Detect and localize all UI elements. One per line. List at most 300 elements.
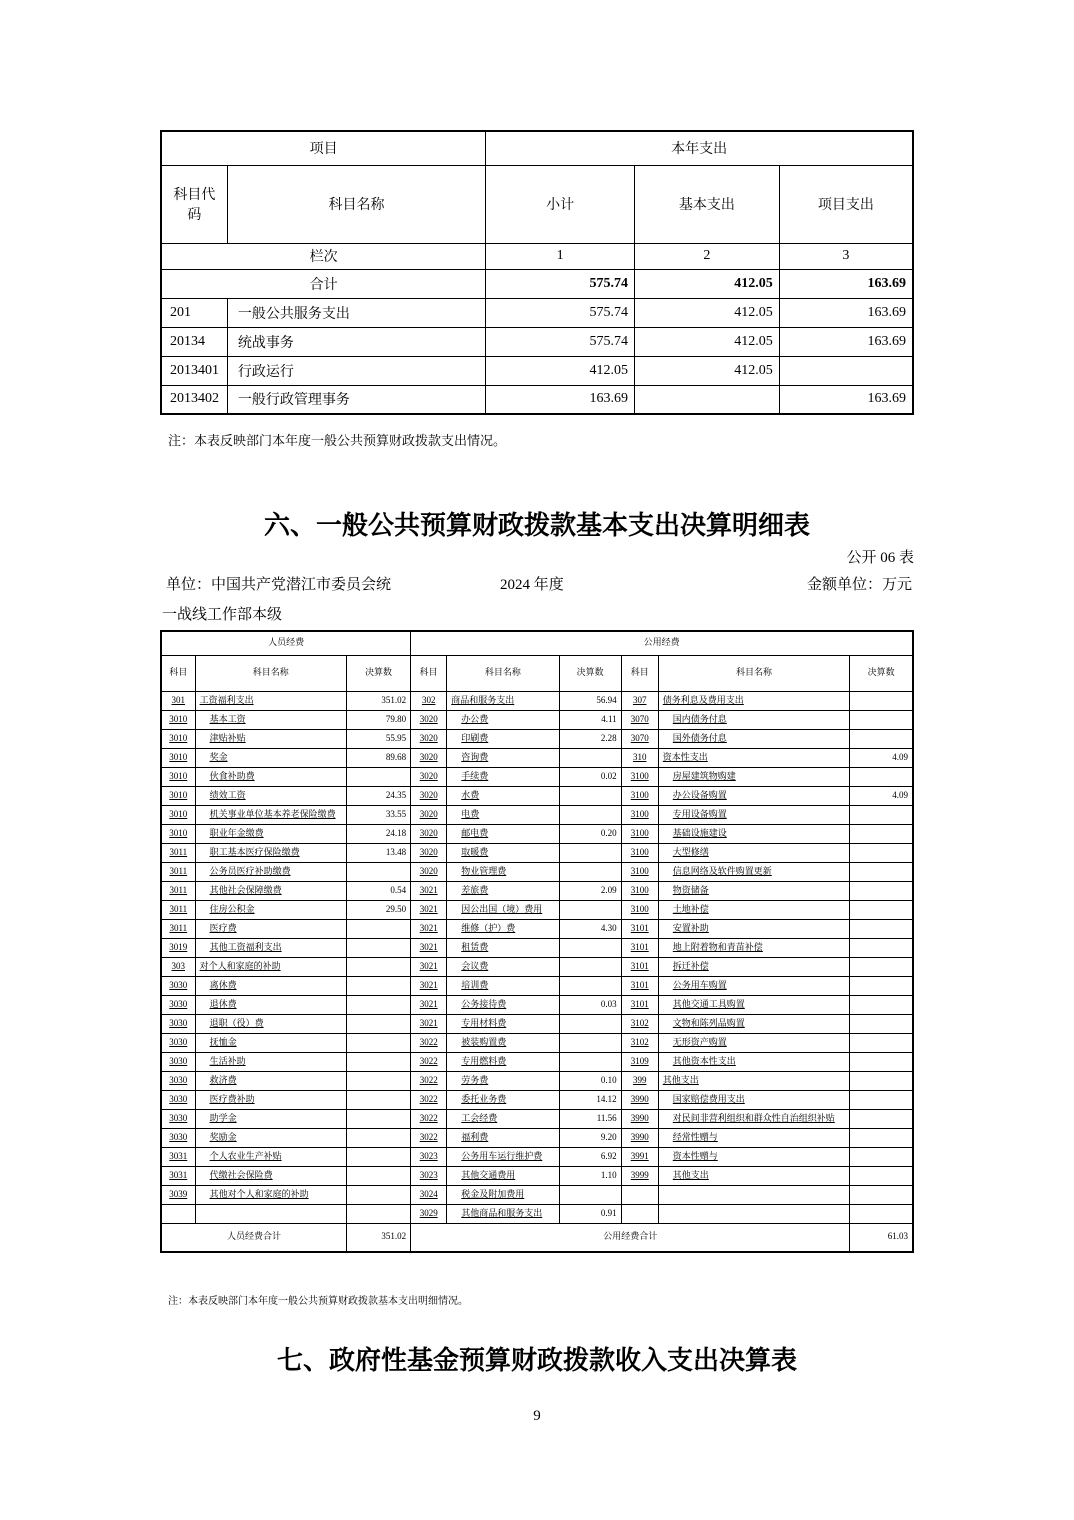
subject-name-cell: 奖金 [195,748,346,767]
amount-cell [850,1147,913,1166]
subject-name-cell: 代缴社会保险费 [195,1166,346,1185]
subject-name-cell: 办公设备购置 [658,786,850,805]
expenditure-summary-table [160,130,914,415]
table-row [161,1071,913,1090]
table-row [161,805,913,824]
subject-name-cell: 抚恤金 [195,1033,346,1052]
subject-name-cell: 其他支出 [658,1071,850,1090]
header-amount: 决算数 [346,655,410,691]
table6-note: 注：本表反映部门本年度一般公共预算财政拨款基本支出明细情况。 [168,1296,468,1307]
subtotal-cell: 575.74 [486,298,635,327]
subject-code-cell: 3101 [621,995,658,1014]
subtotal-cell: 412.05 [486,356,635,385]
amount-cell [850,767,913,786]
table-row [161,1204,913,1223]
subject-name-cell: 差旅费 [447,881,559,900]
subject-code-cell: 3101 [621,976,658,995]
subject-name-cell: 专用材料费 [447,1014,559,1033]
subject-code-cell: 310 [621,748,658,767]
amount-cell: 4.11 [559,710,621,729]
subject-name-cell [195,1204,346,1223]
subject-name-cell: 资本性赠与 [658,1147,850,1166]
subject-name-cell: 公务用车购置 [658,976,850,995]
subject-code-cell: 3023 [411,1166,447,1185]
subject-name-cell: 工资福利支出 [195,691,346,710]
header-subject-code: 科目 [161,655,195,691]
amount-cell [559,1014,621,1033]
basic-expense-cell: 412.05 [634,356,779,385]
subject-code-cell: 2013402 [161,385,227,414]
amount-cell [346,995,410,1014]
subject-name-cell: 生活补助 [195,1052,346,1071]
header-year-expense: 本年支出 [486,131,913,165]
table-row [161,298,913,327]
amount-cell: 14.12 [559,1090,621,1109]
subject-name-cell: 印刷费 [447,729,559,748]
header-subtotal: 小计 [486,165,635,243]
project-expense-cell: 163.69 [779,385,913,414]
amount-cell [346,1014,410,1033]
subject-code-cell: 3010 [161,729,195,748]
subject-code-cell: 3100 [621,900,658,919]
amount-cell: 4.30 [559,919,621,938]
amount-cell: 55.95 [346,729,410,748]
subject-name-cell: 行政运行 [227,356,485,385]
amount-cell [559,1052,621,1071]
amount-cell [850,957,913,976]
amount-cell: 24.35 [346,786,410,805]
amount-cell [559,843,621,862]
subject-code-cell: 3999 [621,1166,658,1185]
table-row [161,824,913,843]
subject-name-cell [658,1185,850,1204]
subject-code-cell: 301 [161,691,195,710]
project-expense-cell: 163.69 [779,298,913,327]
header-project: 项目 [161,131,486,165]
amount-cell [850,862,913,881]
subject-name-cell: 无形资产购置 [658,1033,850,1052]
subject-name-cell: 住房公积金 [195,900,346,919]
header-basic-expense: 基本支出 [634,165,779,243]
column-header-row [161,655,913,691]
subject-code-cell: 3020 [411,767,447,786]
amount-cell: 56.94 [559,691,621,710]
subtotal-cell: 575.74 [486,327,635,356]
table-row [161,748,913,767]
amount-cell [346,1166,410,1185]
subject-code-cell: 3010 [161,786,195,805]
public-total-label: 公用经费合计 [411,1223,850,1252]
subject-code-cell: 3100 [621,881,658,900]
section7-title: 七、政府性基金预算财政拨款收入支出决算表 [276,1345,797,1375]
subject-name-cell: 津贴补贴 [195,729,346,748]
subject-code-cell: 3010 [161,748,195,767]
table-header-row [161,131,913,165]
column-number: 2 [634,243,779,269]
header-subject-code: 科目 [621,655,658,691]
subject-name-cell: 基础设施建设 [658,824,850,843]
subject-code-cell: 3030 [161,995,195,1014]
amount-cell [850,1014,913,1033]
subject-code-cell: 3011 [161,881,195,900]
header-subject-name: 科目名称 [447,655,559,691]
subject-code-cell: 20134 [161,327,227,356]
amount-cell [850,881,913,900]
subject-name-cell: 对个人和家庭的补助 [195,957,346,976]
header-project-expense: 项目支出 [779,165,913,243]
subject-code-cell: 3039 [161,1185,195,1204]
subject-name-cell: 绩效工资 [195,786,346,805]
table-row [161,729,913,748]
table-row [161,995,913,1014]
subject-name-cell: 地上附着物和青苗补偿 [658,938,850,957]
subject-name-cell: 商品和服务支出 [447,691,559,710]
subject-name-cell: 奖励金 [195,1128,346,1147]
lanci-label: 栏次 [161,243,486,269]
table-footer-row [161,1223,913,1252]
subject-code-cell: 3031 [161,1147,195,1166]
subject-name-cell: 维修（护）费 [447,919,559,938]
subject-code-cell: 3990 [621,1090,658,1109]
subject-code-cell: 3022 [411,1128,447,1147]
amount-cell [346,767,410,786]
subject-name-cell: 医疗费补助 [195,1090,346,1109]
subject-code-cell [621,1204,658,1223]
subject-name-cell: 其他支出 [658,1166,850,1185]
subject-code-cell: 3100 [621,786,658,805]
subject-code-cell: 3101 [621,938,658,957]
amount-cell: 13.48 [346,843,410,862]
subject-name-cell: 会议费 [447,957,559,976]
amount-cell [559,900,621,919]
subject-code-cell: 3030 [161,1071,195,1090]
table-row [161,976,913,995]
total-subtotal: 575.74 [486,269,635,298]
subject-code-cell: 3030 [161,1128,195,1147]
amount-cell [346,1128,410,1147]
amount-cell [346,976,410,995]
amount-cell: 4.09 [850,786,913,805]
subject-code-cell: 3030 [161,976,195,995]
amount-cell: 89.68 [346,748,410,767]
table-row [161,862,913,881]
amount-cell [850,938,913,957]
section6-title: 六、一般公共预算财政拨款基本支出决算明细表 [263,510,810,540]
subject-code-cell: 3010 [161,767,195,786]
table-row [161,843,913,862]
table-row [161,1185,913,1204]
subject-name-cell: 公务接待费 [447,995,559,1014]
header-subject-code: 科目代码 [161,165,227,243]
amount-cell [346,1033,410,1052]
amount-cell [850,1052,913,1071]
subject-name-cell: 国内债务付息 [658,710,850,729]
column-number: 1 [486,243,635,269]
basic-expense-cell [634,385,779,414]
total-project: 163.69 [779,269,913,298]
subject-code-cell [161,1204,195,1223]
table-row [161,691,913,710]
amount-cell: 9.20 [559,1128,621,1147]
amount-cell: 0.02 [559,767,621,786]
subject-code-cell: 302 [411,691,447,710]
amount-cell: 11.56 [559,1109,621,1128]
subject-code-cell: 3100 [621,843,658,862]
amount-cell [850,1071,913,1090]
amount-cell [850,843,913,862]
subject-name-cell: 债务利息及费用支出 [658,691,850,710]
amount-cell [850,824,913,843]
table-row [161,786,913,805]
amount-cell [850,805,913,824]
table-row [161,767,913,786]
subject-name-cell: 国家赔偿费用支出 [658,1090,850,1109]
table-row [161,938,913,957]
subject-code-cell: 2013401 [161,356,227,385]
table-row [161,356,913,385]
amount-cell [850,1185,913,1204]
subject-code-cell: 3022 [411,1109,447,1128]
subject-name-cell: 国外债务付息 [658,729,850,748]
total-row [161,269,913,298]
amount-cell [346,938,410,957]
subject-code-cell: 3020 [411,748,447,767]
amount-cell [346,862,410,881]
amount-cell [850,710,913,729]
amount-cell [346,1204,410,1223]
subject-code-cell: 3102 [621,1014,658,1033]
project-expense-cell: 163.69 [779,327,913,356]
subtotal-cell: 163.69 [486,385,635,414]
table-row [161,1109,913,1128]
subject-name-cell: 退休费 [195,995,346,1014]
amount-cell [559,748,621,767]
table-row [161,385,913,414]
total-basic: 412.05 [634,269,779,298]
amount-cell [346,1090,410,1109]
amount-cell [559,938,621,957]
table-row [161,710,913,729]
amount-cell: 351.02 [346,691,410,710]
subject-code-cell [621,1185,658,1204]
amount-cell: 33.55 [346,805,410,824]
amount-cell: 24.18 [346,824,410,843]
total-label: 合计 [161,269,486,298]
subject-code-cell: 3100 [621,824,658,843]
subject-code-cell: 3029 [411,1204,447,1223]
amount-cell [850,995,913,1014]
subject-name-cell: 土地补偿 [658,900,850,919]
table-row [161,900,913,919]
table5-note: 注：本表反映部门本年度一般公共预算财政拨款支出情况。 [168,433,507,448]
subject-code-cell: 3101 [621,919,658,938]
subject-code-cell: 3022 [411,1090,447,1109]
subject-code-cell: 3020 [411,805,447,824]
subject-name-cell: 物业管理费 [447,862,559,881]
subject-code-cell: 3021 [411,900,447,919]
table-header-row [161,165,913,243]
subject-name-cell: 信息网络及软件购置更新 [658,862,850,881]
amount-cell: 29.50 [346,900,410,919]
amount-cell [346,957,410,976]
subject-name-cell: 其他交通工具购置 [658,995,850,1014]
subject-name-cell: 文物和陈列品购置 [658,1014,850,1033]
amount-cell [850,1204,913,1223]
subject-code-cell: 3100 [621,862,658,881]
subject-name-cell: 取暖费 [447,843,559,862]
amount-cell [850,919,913,938]
subject-code-cell: 3030 [161,1090,195,1109]
subject-code-cell: 303 [161,957,195,976]
subject-name-cell: 其他对个人和家庭的补助 [195,1185,346,1204]
amount-cell: 4.09 [850,748,913,767]
personnel-total-value: 351.02 [346,1223,410,1252]
subject-code-cell: 3021 [411,938,447,957]
subject-code-cell: 3070 [621,710,658,729]
amount-cell: 6.92 [559,1147,621,1166]
subject-code-cell: 3022 [411,1052,447,1071]
subject-name-cell: 一般公共服务支出 [227,298,485,327]
table-row [161,1166,913,1185]
subject-name-cell: 职业年金缴费 [195,824,346,843]
subject-name-cell: 公务用车运行维护费 [447,1147,559,1166]
amount-cell: 0.20 [559,824,621,843]
subject-code-cell: 3021 [411,995,447,1014]
table-row [161,919,913,938]
basic-expense-cell: 412.05 [634,298,779,327]
amount-cell [346,1147,410,1166]
year-label: 2024 年度 [500,577,564,593]
subject-code-cell: 3021 [411,1014,447,1033]
subject-code-cell: 3021 [411,976,447,995]
table-row [161,1014,913,1033]
subject-code-cell: 3020 [411,729,447,748]
subject-code-cell: 3100 [621,805,658,824]
subject-code-cell: 3030 [161,1109,195,1128]
amount-cell: 0.10 [559,1071,621,1090]
basic-expenditure-detail-table [160,630,914,1253]
subject-name-cell: 培训费 [447,976,559,995]
group-header-row [161,631,913,655]
subject-code-cell: 3022 [411,1033,447,1052]
amount-cell: 79.80 [346,710,410,729]
project-expense-cell [779,356,913,385]
amount-cell [346,919,410,938]
subject-name-cell: 个人农业生产补贴 [195,1147,346,1166]
subject-name-cell: 职工基本医疗保险缴费 [195,843,346,862]
amount-cell [850,1166,913,1185]
subject-name-cell: 离休费 [195,976,346,995]
subject-name-cell: 其他社会保障缴费 [195,881,346,900]
amount-cell: 2.09 [559,881,621,900]
subject-name-cell: 统战事务 [227,327,485,356]
unit-label: 单位：中国共产党潜江市委员会统 [166,577,392,593]
subject-name-cell: 邮电费 [447,824,559,843]
header-subject-name: 科目名称 [195,655,346,691]
table-number-label: 公开 06 表 [846,550,914,566]
amount-cell [850,691,913,710]
subject-name-cell: 房屋建筑物购建 [658,767,850,786]
amount-cell [850,1128,913,1147]
basic-expense-cell: 412.05 [634,327,779,356]
group-public: 公用经费 [411,631,913,655]
subject-code-cell: 3011 [161,919,195,938]
subject-name-cell: 物资储备 [658,881,850,900]
subject-code-cell: 3010 [161,710,195,729]
amount-cell [850,1109,913,1128]
subject-code-cell: 201 [161,298,227,327]
subject-code-cell: 3011 [161,900,195,919]
money-unit-label: 金额单位：万元 [806,577,912,593]
subject-code-cell: 3011 [161,843,195,862]
subject-code-cell: 3031 [161,1166,195,1185]
subject-code-cell: 307 [621,691,658,710]
amount-cell: 0.54 [346,881,410,900]
subject-code-cell: 3020 [411,710,447,729]
subject-name-cell: 基本工资 [195,710,346,729]
subject-name-cell: 因公出国（境）费用 [447,900,559,919]
subject-code-cell: 3101 [621,957,658,976]
subject-code-cell: 3030 [161,1014,195,1033]
table-row [161,1052,913,1071]
subject-name-cell: 租赁费 [447,938,559,957]
subject-code-cell: 3020 [411,824,447,843]
amount-cell [559,786,621,805]
amount-cell [850,1033,913,1052]
page-number: 9 [533,1408,541,1424]
subject-name-cell: 经常性赠与 [658,1128,850,1147]
subject-name-cell: 资本性支出 [658,748,850,767]
group-personnel: 人员经费 [161,631,411,655]
column-index-row [161,243,913,269]
subject-name-cell: 咨询费 [447,748,559,767]
subject-code-cell: 3010 [161,805,195,824]
subject-name-cell: 水费 [447,786,559,805]
subject-code-cell: 3023 [411,1147,447,1166]
amount-cell [559,862,621,881]
subject-name-cell: 电费 [447,805,559,824]
subject-code-cell: 3019 [161,938,195,957]
table-row [161,881,913,900]
subject-name-cell: 安置补助 [658,919,850,938]
subject-name-cell: 伙食补助费 [195,767,346,786]
amount-cell [346,1052,410,1071]
subject-code-cell: 3010 [161,824,195,843]
column-number: 3 [779,243,913,269]
subject-name-cell: 救济费 [195,1071,346,1090]
subject-code-cell: 3022 [411,1071,447,1090]
subject-code-cell: 3109 [621,1052,658,1071]
subject-name-cell: 其他商品和服务支出 [447,1204,559,1223]
table-row [161,1033,913,1052]
subject-code-cell: 3102 [621,1033,658,1052]
amount-cell [346,1071,410,1090]
subject-name-cell: 税金及附加费用 [447,1185,559,1204]
amount-cell: 2.28 [559,729,621,748]
amount-cell [559,976,621,995]
unit-label-line2: 一战线工作部本级 [162,607,283,623]
subject-name-cell: 手续费 [447,767,559,786]
amount-cell [559,957,621,976]
header-subject-name: 科目名称 [658,655,850,691]
subject-name-cell: 对民间非营利组织和群众性自治组织补贴 [658,1109,850,1128]
table-row [161,1147,913,1166]
subject-name-cell: 劳务费 [447,1071,559,1090]
amount-cell: 1.10 [559,1166,621,1185]
subject-name-cell: 助学金 [195,1109,346,1128]
subject-code-cell: 3021 [411,957,447,976]
subject-name-cell: 委托业务费 [447,1090,559,1109]
